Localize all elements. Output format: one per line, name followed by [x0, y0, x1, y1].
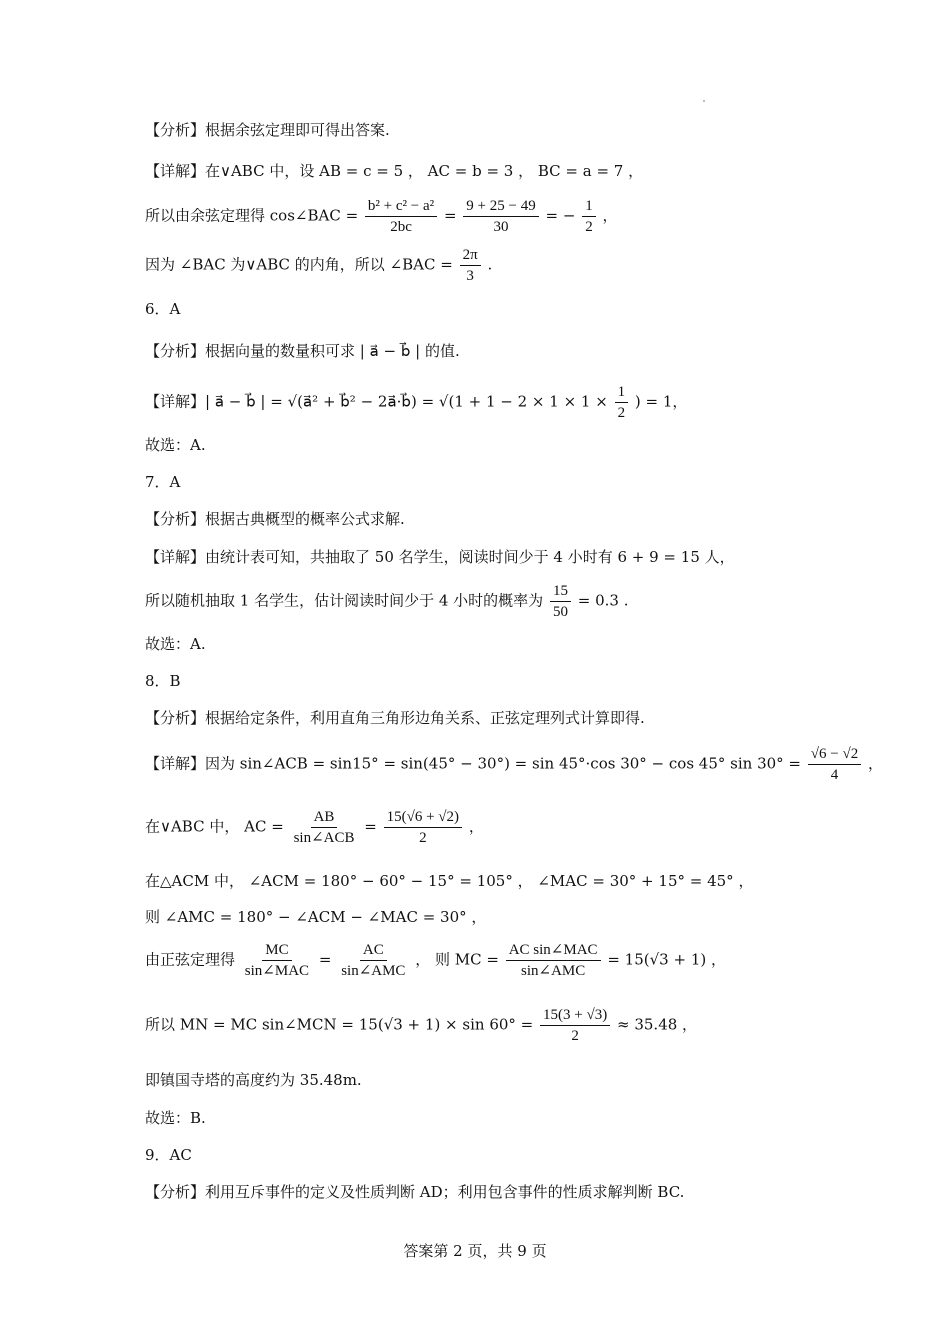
fraction [365, 197, 437, 236]
text-segment: = 15(√3 + 1) ， [607, 950, 726, 969]
text-segment: ， [602, 206, 618, 225]
text-segment: ≈ 35.48 ， [617, 1015, 698, 1034]
answer-8: 8．B [145, 672, 181, 690]
numerator: AC sin∠MAC [506, 941, 601, 961]
detail-8-line4: 则 ∠AMC = 180° − ∠ACM − ∠MAC = 30° ， [145, 908, 487, 926]
detail-8-line3: 在△ACM 中， ∠ACM = 180° − 60° − 15° = 105° ， ∠MAC = 30° + 15° = 45° ， [145, 872, 754, 890]
detail-8-line2 [145, 808, 484, 847]
numerator: 2π [460, 246, 481, 266]
denominator: 2 [585, 219, 593, 235]
text-segment: 【详解】| a⃗ − b⃗ | = √(a⃗² + b⃗² − 2a⃗·b⃗) = √(1 + 1 − 2 × 1 × 1 × [145, 392, 608, 411]
fraction [291, 808, 358, 847]
page-footer: 答案第 2 页，共 9 页 [403, 1242, 547, 1260]
numerator: 1 [582, 197, 596, 217]
text-segment: 所以由余弦定理得 cos∠BAC = [145, 206, 359, 225]
detail-8-line6 [145, 1006, 697, 1045]
detail-5-line2 [145, 197, 617, 236]
denominator: 4 [830, 767, 839, 783]
text-segment: ) = 1， [634, 392, 688, 411]
choice-6: 故选：A. [145, 436, 206, 454]
text-segment: 【详解】因为 sin∠ACB = sin15° = sin(45° − 30°) = sin 45°·cos 30° − cos 45° sin 30° = [145, 754, 801, 773]
text-segment: = − [545, 206, 576, 225]
fraction [615, 383, 629, 422]
answer-9: 9．AC [145, 1146, 192, 1164]
numerator: 15(√6 + √2) [384, 808, 462, 828]
text-segment: 所以随机抽取 1 名学生，估计阅读时间少于 4 小时的概率为 [145, 591, 544, 610]
denominator: 50 [552, 604, 568, 620]
denominator: 3 [466, 268, 474, 284]
text-segment: . [487, 255, 493, 274]
text-segment: 所以 MN = MC sin∠MCN = 15(√3 + 1) × sin 60° = [145, 1015, 534, 1034]
fraction [540, 1006, 610, 1045]
fraction [384, 808, 462, 847]
fraction [460, 246, 481, 285]
numerator: AB [311, 808, 338, 828]
analysis-9: 【分析】利用互斥事件的定义及性质判断 AD；利用包含事件的性质求解判断 BC. [145, 1183, 685, 1201]
text-segment: 因为 ∠BAC 为∨ABC 的内角，所以 ∠BAC = [145, 255, 453, 274]
fraction [506, 941, 601, 980]
scan-dot [703, 100, 705, 102]
fraction [550, 582, 571, 621]
analysis-5: 【分析】根据余弦定理即可得出答案. [145, 121, 390, 139]
detail-7-line2 [145, 582, 628, 621]
detail-5-line1: 【详解】在∨ABC 中，设 AB = c = 5 ， AC = b = 3 ， BC = a = 7 ， [145, 162, 644, 180]
numerator: 1 [615, 383, 629, 403]
detail-7-line1: 【详解】由统计表可知，共抽取了 50 名学生，阅读时间少于 4 小时有 6 + 9 = 15 人， [145, 548, 735, 566]
detail-8-line5 [145, 941, 726, 980]
detail-6 [145, 383, 687, 422]
denominator: 2 [571, 1028, 579, 1044]
fraction [242, 941, 312, 980]
fraction [338, 941, 408, 980]
text-segment: ， 则 MC = [415, 950, 499, 969]
denominator: sin∠AMC [341, 963, 406, 979]
numerator: 15 [550, 582, 571, 602]
fraction [808, 745, 861, 784]
answer-7: 7．A [145, 473, 181, 491]
text-segment: 在∨ABC 中， AC = [145, 817, 284, 836]
denominator: 30 [493, 219, 509, 235]
numerator: √6 − √2 [808, 745, 861, 765]
detail-8-line7: 即镇国寺塔的高度约为 35.48m. [145, 1071, 362, 1089]
numerator: 9 + 25 − 49 [463, 197, 538, 217]
denominator: 2 [617, 405, 626, 421]
text-segment: = [364, 817, 377, 836]
denominator: sin∠ACB [293, 830, 355, 846]
analysis-7: 【分析】根据古典概型的概率公式求解. [145, 510, 405, 528]
numerator: b² + c² − a² [365, 197, 437, 217]
text-segment: = [443, 206, 457, 225]
denominator: 2 [419, 830, 427, 846]
fraction [582, 197, 596, 236]
analysis-8: 【分析】根据给定条件，利用直角三角形边角关系、正弦定理列式计算即得. [145, 709, 645, 727]
fraction [463, 197, 538, 236]
text-segment: = 0.3 . [577, 591, 629, 610]
choice-7: 故选：A. [145, 635, 206, 653]
text-segment: ， [868, 754, 884, 773]
text-segment: 由正弦定理得 [145, 950, 236, 969]
analysis-6: 【分析】根据向量的数量积可求 | a⃗ − b⃗ | 的值. [145, 342, 460, 360]
choice-8: 故选：B. [145, 1109, 206, 1127]
numerator: 15(3 + √3) [540, 1006, 610, 1026]
answer-6: 6．A [145, 300, 181, 318]
text-segment: = [318, 950, 332, 969]
denominator: 2bc [390, 219, 412, 235]
denominator: sin∠AMC [521, 963, 586, 979]
detail-5-line3 [145, 246, 492, 285]
numerator: AC [360, 941, 387, 961]
numerator: MC [262, 941, 291, 961]
detail-8-line1 [145, 745, 883, 784]
text-segment: ， [468, 817, 484, 836]
denominator: sin∠MAC [244, 963, 310, 979]
